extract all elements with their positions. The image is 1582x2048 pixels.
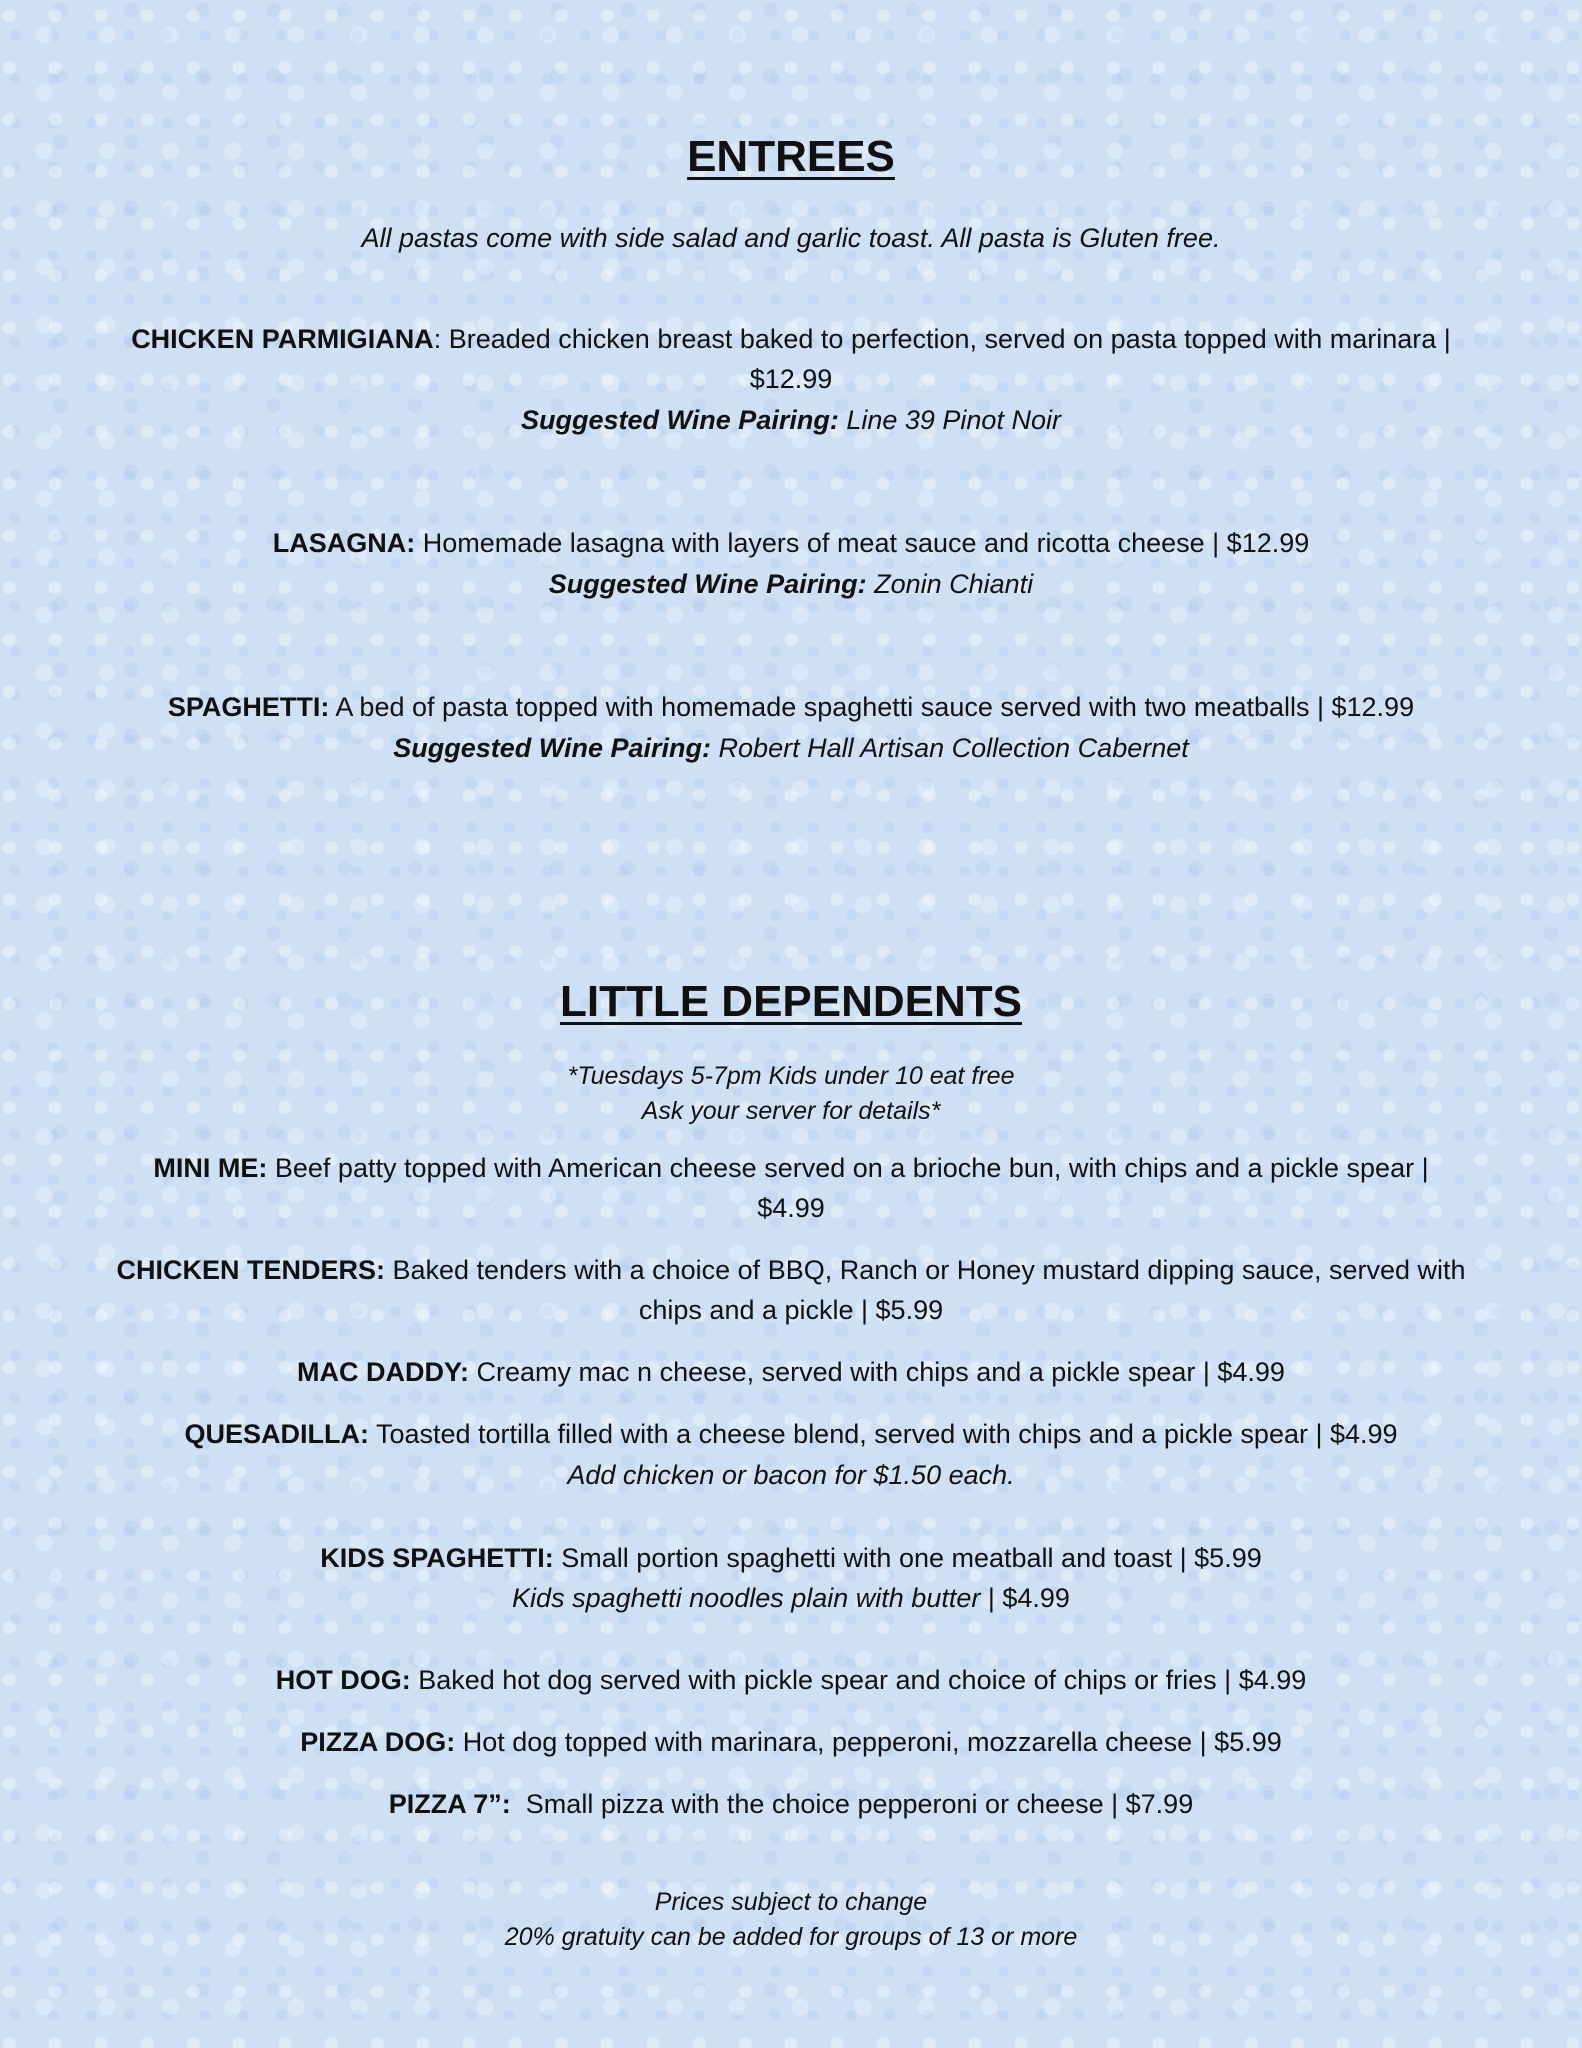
item-name: LASAGNA: bbox=[272, 528, 416, 558]
item-name: QUESADILLA: bbox=[184, 1419, 369, 1449]
item-description: Homemade lasagna with layers of meat sauce and ricotta cheese | $12.99 bbox=[415, 528, 1310, 558]
item-name: PIZZA DOG: bbox=[300, 1727, 456, 1757]
item-description: Small pizza with the choice pepperoni or cheese | $7.99 bbox=[510, 1789, 1194, 1819]
kids-note-line1: *Tuesdays 5-7pm Kids under 10 eat free bbox=[567, 1062, 1015, 1090]
item-description-cont: chips and a pickle | $5.99 bbox=[638, 1295, 944, 1325]
item-alt-price: | $4.99 bbox=[980, 1583, 1070, 1613]
wine-pairing-label: Suggested Wine Pairing: bbox=[521, 405, 839, 435]
item-name: MINI ME: bbox=[153, 1153, 268, 1183]
entrees-note: All pastas come with side salad and garlic toast. All pasta is Gluten free. bbox=[361, 223, 1221, 253]
item-price: $12.99 bbox=[749, 364, 833, 394]
wine-pairing: Line 39 Pinot Noir bbox=[838, 405, 1061, 435]
item-name: KIDS SPAGHETTI: bbox=[320, 1543, 554, 1573]
item-description: Small portion spaghetti with one meatball and toast | $5.99 bbox=[553, 1543, 1262, 1573]
item-description: Baked tenders with a choice of BBQ, Ranch or Honey mustard dipping sauce, served with bbox=[384, 1255, 1466, 1285]
item-addon: Add chicken or bacon for $1.50 each. bbox=[567, 1460, 1015, 1490]
footer-prices-note: Prices subject to change bbox=[654, 1888, 928, 1916]
item-name: SPAGHETTI: bbox=[167, 692, 330, 722]
item-description: Beef patty topped with American cheese served on a brioche bun, with chips and a pickle spear | bbox=[267, 1153, 1429, 1183]
wine-pairing-label: Suggested Wine Pairing: bbox=[393, 733, 712, 763]
item-description: Creamy mac n cheese, served with chips and a pickle spear | $4.99 bbox=[469, 1357, 1285, 1387]
item-description: A bed of pasta topped with homemade spaghetti sauce served with two meatballs | $12.99 bbox=[329, 692, 1415, 722]
item-name: MAC DADDY: bbox=[297, 1357, 470, 1387]
footer-gratuity-note: 20% gratuity can be added for groups of 13 or more bbox=[504, 1923, 1078, 1951]
entrees-title: ENTREES bbox=[687, 132, 895, 181]
item-name: CHICKEN PARMIGIANA bbox=[131, 324, 434, 354]
item-description: Baked hot dog served with pickle spear and choice of chips or fries | $4.99 bbox=[410, 1665, 1307, 1695]
item-alt-option: Kids spaghetti noodles plain with butter bbox=[512, 1583, 981, 1613]
item-name: HOT DOG: bbox=[275, 1665, 411, 1695]
item-description: : Breaded chicken breast baked to perfection, served on pasta topped with marinara | bbox=[433, 324, 1451, 354]
wine-pairing: Zonin Chianti bbox=[866, 569, 1034, 599]
item-price: $4.99 bbox=[757, 1193, 825, 1223]
wine-pairing: Robert Hall Artisan Collection Cabernet bbox=[711, 733, 1189, 763]
wine-pairing-label: Suggested Wine Pairing: bbox=[548, 569, 867, 599]
kids-note-line2: Ask your server for details* bbox=[641, 1097, 941, 1125]
item-name: CHICKEN TENDERS: bbox=[116, 1255, 385, 1285]
item-name: PIZZA 7”: bbox=[388, 1789, 511, 1819]
kids-menu-title: LITTLE DEPENDENTS bbox=[559, 977, 1023, 1026]
item-description: Toasted tortilla filled with a cheese blend, served with chips and a pickle spear | $4.99 bbox=[368, 1419, 1398, 1449]
item-description: Hot dog topped with marinara, pepperoni, mozzarella cheese | $5.99 bbox=[455, 1727, 1282, 1757]
